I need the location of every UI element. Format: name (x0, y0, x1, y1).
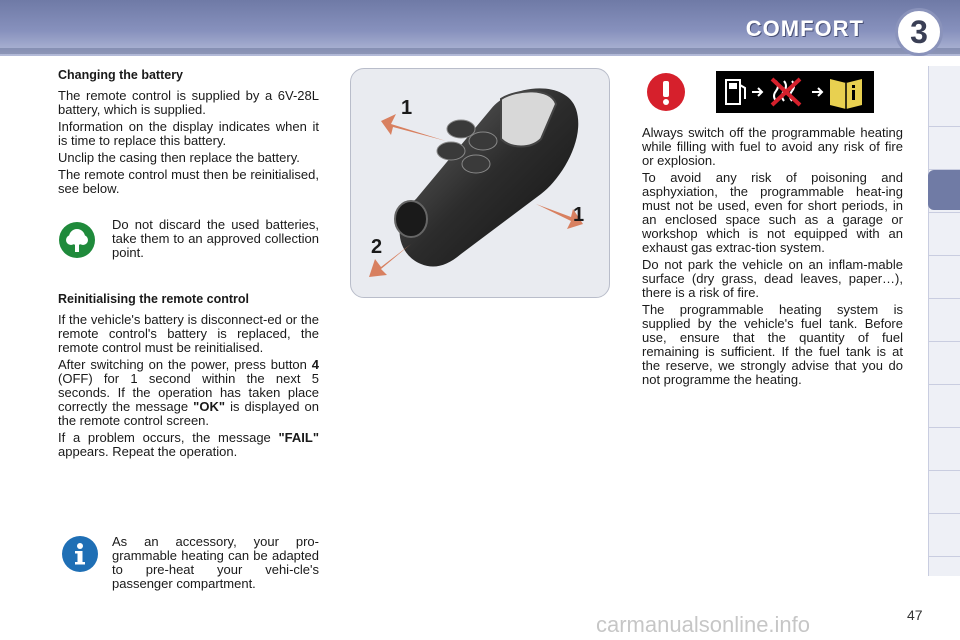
heading-reinitialising: Reinitialising the remote control (58, 292, 249, 306)
chapter-tabs (928, 66, 960, 576)
button-number: 4 (311, 357, 319, 372)
header-shadow (0, 48, 960, 54)
remote-control-figure (350, 68, 610, 298)
left-column-top (58, 68, 319, 199)
chapter-title: COMFORT (745, 16, 864, 41)
page-number: 47 (907, 607, 923, 623)
paragraph: Do not park the vehicle on an inflam-mable surface (dry grass, dead leaves, paper…), there is a risk of fire. (642, 257, 903, 300)
figure-label-1-top: 1 (401, 97, 413, 119)
paragraph: The remote control is supplied by a 6V-28L battery, which is supplied. (58, 88, 319, 117)
warning-pictograms (716, 71, 874, 113)
info-note: As an accessory, your pro-grammable heating can be adapted to pre-heat your vehi-cle's passenger compartment. (112, 534, 319, 591)
watermark: carmanualsonline.info (596, 612, 811, 637)
paragraph: If the vehicle's battery is disconnect-ed or the remote control's battery is replaced, the remote control must be reinitialised. (58, 312, 319, 355)
left-column-bottom (58, 292, 319, 462)
manual-icon (830, 79, 862, 109)
message-ok: "OK" (193, 399, 225, 414)
figure-label-2: 2 (371, 236, 383, 258)
recycle-note: Do not discard the used batteries, take them to an approved collection point. (112, 217, 319, 260)
chapter-number: 3 (895, 8, 943, 56)
recycle-icon (59, 222, 95, 258)
heading-changing-battery: Changing the battery (58, 68, 184, 82)
paragraph: Unclip the casing then replace the battery. (58, 150, 300, 165)
paragraph: The programmable heating system is supplied by the vehicle's fuel tank. Before use, ensure that the quantity of fuel remaining is sufficient. If the fuel tank is at the reserve, we strongly advise that you do not programme the heating. (642, 302, 903, 387)
right-column (642, 126, 903, 390)
paragraph: Information on the display indicates when it is time to replace this battery. (58, 119, 319, 148)
paragraph-reinit-steps: After switching on the power, press button 4 (OFF) for 1 second within the next 5 seconds. If the operation has taken place correctly the message "OK" is displayed on the remote control screen. (58, 357, 319, 428)
paragraph: The remote control must then be reinitialised, see below. (58, 167, 319, 196)
warning-icon (647, 73, 685, 111)
fuel-pump-icon (726, 80, 745, 104)
message-fail: "FAIL" (278, 430, 319, 445)
figure-label-1-right: 1 (573, 204, 585, 226)
tab-current-chapter[interactable] (928, 170, 960, 210)
info-icon (62, 536, 98, 572)
heating-icon (772, 79, 800, 105)
paragraph: Always switch off the programmable heating while filling with fuel to avoid any risk of fire or explosion. (642, 125, 903, 168)
paragraph-fail: If a problem occurs, the message "FAIL" appears. Repeat the operation. (58, 430, 319, 459)
paragraph: To avoid any risk of poisoning and asphyxiation, the programmable heat-ing must not be used, even for short periods, in an enclosed space such as a garage or workshop which is not equipped with an exhaust gas extrac-tion system. (642, 170, 903, 255)
